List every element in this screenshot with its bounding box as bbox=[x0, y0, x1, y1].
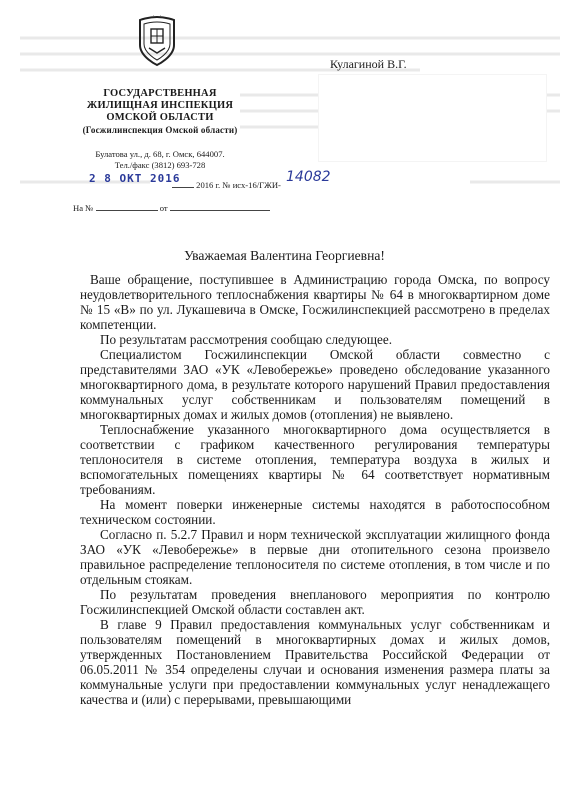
handwritten-outgoing-number: 14082 bbox=[286, 169, 331, 185]
redacted-address-block bbox=[318, 74, 547, 162]
body-paragraph: По результатам рассмотрения сообщаю следующее. bbox=[100, 332, 393, 347]
body-paragraph: Теплоснабжение указанного многоквартирного дома осуществляется в соответствии с графиком качественного регулирования температуры теплоносителя в системе отопления, температура воздуха в жилых и вспомогательных помещениях квартиры № 64 соответствует нормативным требованиям. bbox=[80, 422, 550, 497]
na-underline bbox=[96, 201, 158, 211]
na-label: На № bbox=[73, 203, 94, 213]
year-text: 2016 г. bbox=[196, 180, 221, 190]
reference-line bbox=[73, 201, 270, 213]
ot-label: от bbox=[159, 203, 168, 213]
letter-body bbox=[80, 272, 550, 707]
body-paragraph: В главе 9 Правил предоставления коммунальных услуг собственникам и пользователям помещений в многоквартирных домах и жилых домов, утвержденных Постановлением Правительства Российской Федерации от 06.05.2011 № 354 определены случаи и основания изменения размера платы за коммунальные услуги при предоставлении коммунальных услуг ненадлежащего качества и (или) с перерывами, превышающими bbox=[80, 617, 550, 707]
date-stamp: 2 8 ОКТ 2016 bbox=[89, 172, 181, 185]
outgoing-number-label: № исх-16/ГЖИ- bbox=[222, 180, 281, 190]
body-paragraph: Ваше обращение, поступившее в Администрацию города Омска, по вопросу неудовлетворительного теплоснабжения квартиры № 64 в многоквартирном доме № 15 «В» по ул. Лукашевича в Омске, Госжилинспекцией рассмотрено в пределах компетенции. bbox=[80, 272, 550, 332]
ot-underline bbox=[170, 201, 270, 211]
body-paragraph: Согласно п. 5.2.7 Правил и норм технической эксплуатации жилищного фонда ЗАО «УК «Левобережье» в первые дни отопительного сезона произвело правильное распределение теплоносителя по системе отопления, в том числе и по отдельным стоякам. bbox=[80, 527, 550, 587]
date-underline bbox=[172, 178, 194, 188]
body-paragraph: По результатам проведения внепланового мероприятия по контролю Госжилинспекцией Омской области составлен акт. bbox=[80, 587, 550, 617]
address-line-2: Тел./факс (3812) 693-728 bbox=[114, 159, 206, 170]
org-line-1: ГОСУДАРСТВЕННАЯ bbox=[103, 88, 217, 99]
registration-details bbox=[172, 178, 281, 190]
coat-of-arms-emblem-icon bbox=[136, 15, 178, 67]
letter-greeting: Уважаемая Валентина Георгиевна! bbox=[184, 248, 385, 263]
organization-name bbox=[70, 88, 250, 136]
organization-address bbox=[70, 149, 250, 170]
body-paragraph: На момент поверки инженерные системы находятся в работоспособном техническом состоянии. bbox=[80, 497, 550, 527]
org-line-2: ЖИЛИЩНАЯ ИНСПЕКЦИЯ bbox=[86, 100, 234, 111]
registration-line bbox=[60, 169, 331, 191]
address-line-1: Булатова ул., д. 68, г. Омск, 644007. bbox=[95, 149, 225, 159]
body-paragraph: Специалистом Госжилинспекции Омской области совместно с представителями ЗАО «УК «Левобережье» проведено обследование указанного многоквартирного дома, в результате которого нарушений Правил предоставления коммунальных услуг собственникам и пользователям помещений в многоквартирных домах и жилых домов (отопления) не выявлено. bbox=[80, 347, 550, 422]
org-line-3: ОМСКОЙ ОБЛАСТИ bbox=[106, 112, 214, 123]
recipient-name: Кулагиной В.Г. bbox=[330, 57, 407, 71]
org-short-name: (Госжилинспекция Омской области) bbox=[82, 125, 238, 135]
